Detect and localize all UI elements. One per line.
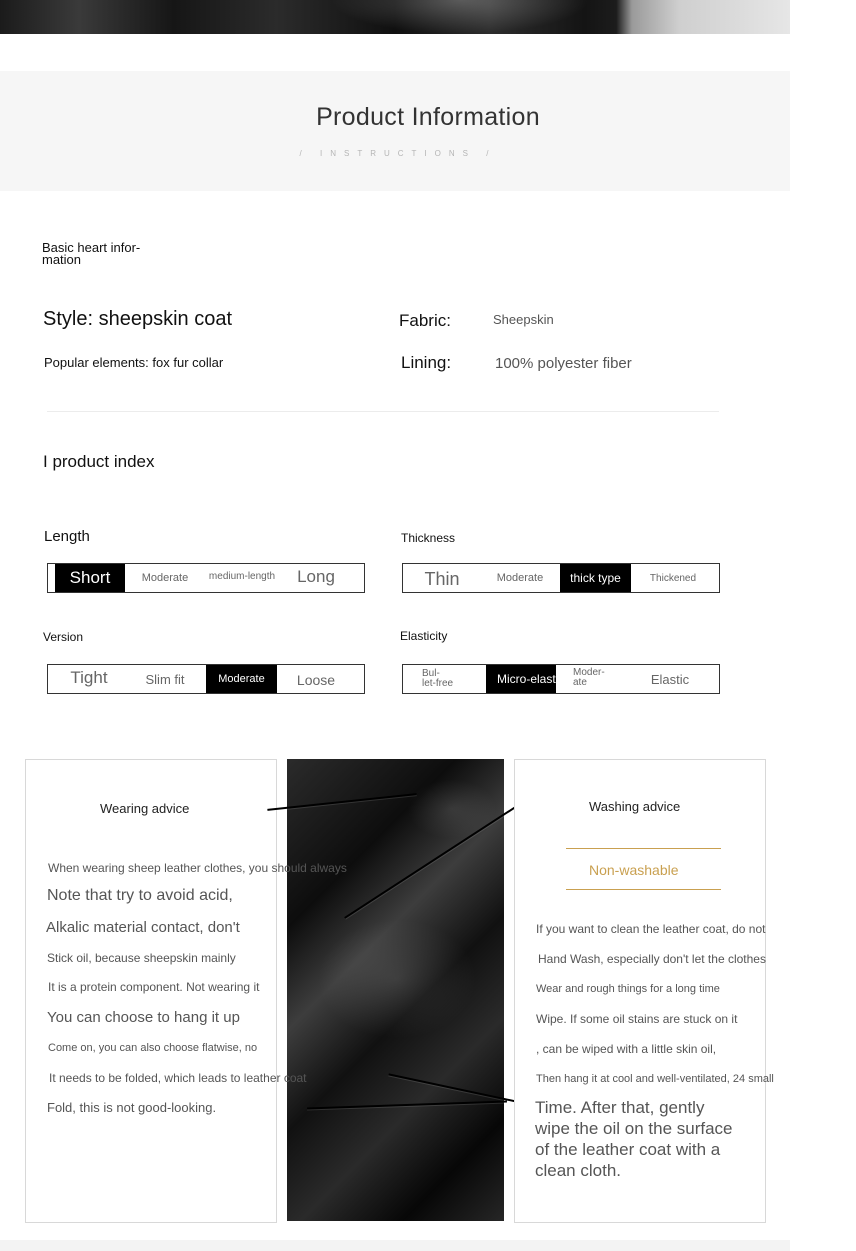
length-option-moderate: Moderate (141, 572, 189, 584)
lining-label: Lining: (401, 353, 452, 372)
elasticity-label: Elasticity (400, 629, 448, 643)
thickness-option-thick-type: thick type (560, 564, 631, 592)
page-subtitle: / INSTRUCTIONS / (299, 149, 497, 158)
leather-coat-photo (287, 759, 504, 1221)
washing-closing-text (535, 1097, 750, 1181)
popular-elements-text: Popular elements: fox fur collar (44, 355, 224, 370)
version-scale (47, 664, 365, 694)
thickness-scale (402, 563, 720, 593)
basic-info-title-line2: mation (42, 252, 82, 267)
washing-advice-line: Wear and rough things for a long time (536, 983, 720, 995)
length-option-long: Long (297, 567, 335, 586)
length-option-short: Short (55, 564, 125, 592)
washing-closing-line: wipe the oil on the surface (535, 1119, 733, 1138)
wearing-advice-line: When wearing sheep leather clothes, you should always (48, 861, 347, 875)
non-washable-badge (566, 848, 721, 890)
length-option-medium-length: medium-length (208, 571, 276, 582)
basic-info-title (42, 242, 172, 266)
wearing-advice-line: Stick oil, because sheepskin mainly (47, 951, 236, 965)
elasticity-option-bullet-free (422, 665, 482, 691)
version-option-slim-fit: Slim fit (145, 672, 185, 687)
elasticity-option-bullet-free-line2: let-free (422, 678, 454, 689)
elasticity-option-moderate-line2: ate (573, 677, 587, 688)
washing-advice-line: Hand Wash, especially don't let the clothes (538, 952, 766, 966)
length-scale (47, 563, 365, 593)
bottom-band (0, 1240, 790, 1251)
elasticity-option-micro-elastic: Micro-elastic (486, 665, 556, 693)
washing-closing-line: of the leather coat with a (535, 1140, 721, 1159)
elasticity-option-moderate-line1: Moder- (573, 667, 605, 678)
wearing-advice-line: It needs to be folded, which leads to leather coat (49, 1071, 307, 1085)
washing-advice-line: Wipe. If some oil stains are stuck on it (536, 1012, 738, 1026)
elasticity-scale (402, 664, 720, 694)
thickness-option-moderate: Moderate (496, 572, 544, 584)
version-label: Version (43, 630, 84, 644)
washing-advice-line: Then hang it at cool and well-ventilated, 24 small (536, 1073, 774, 1085)
basic-info-title-line1: Basic heart infor- (42, 240, 141, 255)
washing-closing-line: Time. After that, gently (535, 1098, 705, 1117)
wearing-advice-line: You can choose to hang it up (47, 1009, 240, 1026)
wearing-advice-line: Fold, this is not good-looking. (47, 1100, 217, 1115)
product-index-title: I product index (43, 452, 155, 471)
version-option-moderate: Moderate (206, 665, 277, 693)
version-option-loose: Loose (296, 672, 336, 688)
wearing-advice-title: Wearing advice (100, 801, 190, 816)
non-washable-badge-text: Non-washable (589, 862, 679, 878)
washing-advice-title: Washing advice (589, 799, 681, 814)
page-title: Product Information (316, 103, 540, 131)
elasticity-option-bullet-free-line1: Bul- (422, 668, 440, 679)
leather-photo-strip (0, 0, 790, 34)
lining-value: 100% polyester fiber (495, 355, 632, 372)
style-text: Style: sheepskin coat (43, 308, 232, 330)
fabric-value: Sheepskin (493, 312, 554, 327)
wearing-advice-line: Come on, you can also choose flatwise, no (48, 1042, 258, 1054)
washing-advice-line: If you want to clean the leather coat, do not (536, 922, 766, 936)
elasticity-option-elastic: Elastic (650, 672, 690, 687)
elasticity-option-moderate (573, 665, 633, 691)
washing-closing-line: clean cloth. (535, 1161, 621, 1180)
wearing-advice-line: Alkalic material contact, don't (46, 919, 240, 936)
version-option-tight: Tight (70, 668, 108, 687)
fabric-label: Fabric: (399, 311, 451, 330)
thickness-label: Thickness (401, 531, 456, 545)
section-divider (47, 411, 719, 412)
thickness-option-thin: Thin (424, 569, 460, 589)
wearing-advice-line: It is a protein component. Not wearing it (48, 980, 260, 994)
length-label: Length (44, 528, 90, 545)
wearing-advice-line: Note that try to avoid acid, (47, 887, 233, 904)
thickness-option-thickened: Thickened (649, 573, 697, 584)
washing-advice-line: , can be wiped with a little skin oil, (536, 1042, 717, 1056)
